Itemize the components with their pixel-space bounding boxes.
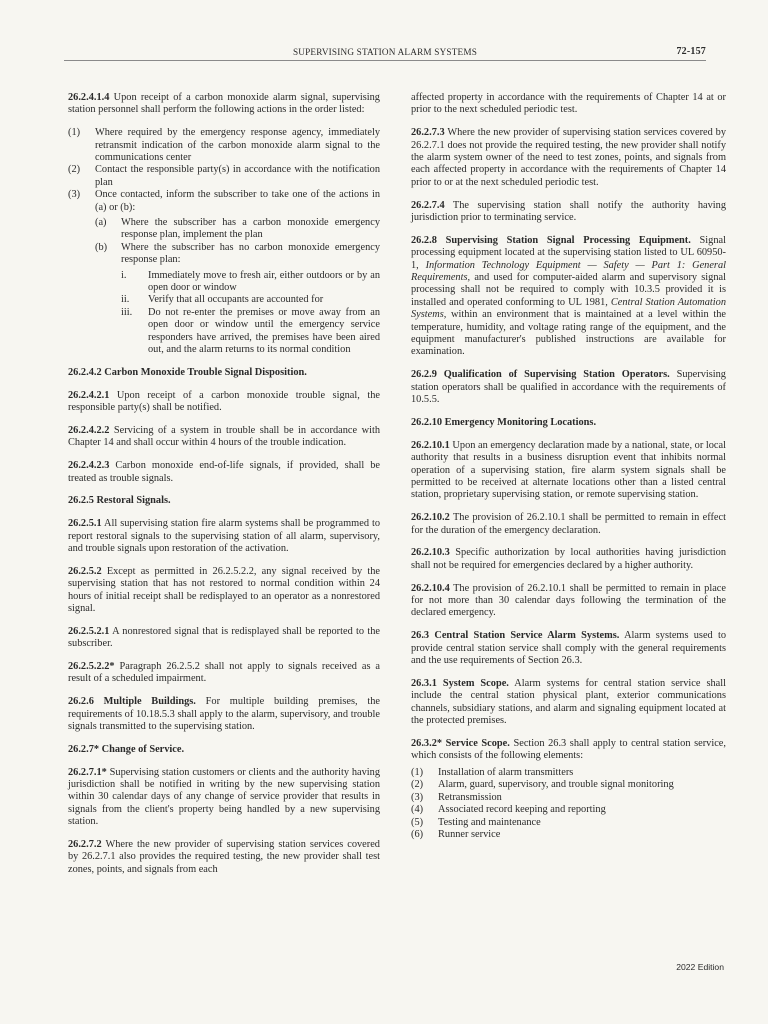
list-item: ii. Verify that all occupants are accounted for xyxy=(121,294,324,306)
paragraph-26-3-2: 26.3.2* Service Scope. Section 26.3 shall apply to central station service, which consists of the following elements: xyxy=(411,737,726,762)
list-item: (1) Installation of alarm transmitters xyxy=(411,766,574,778)
paragraph-continued: affected property in accordance with the requirements of Chapter 14 at or prior to the next scheduled periodic test. xyxy=(411,92,726,116)
section-number: 26.2.4.1.4 xyxy=(68,92,110,103)
heading-26-2-4-2: 26.2.4.2 Carbon Monoxide Trouble Signal Disposition. xyxy=(68,366,307,378)
sub-sub-list xyxy=(121,270,380,357)
paragraph-26-2-10-2: 26.2.10.2 The provision of 26.2.10.1 shall be permitted to remain in effect for the duration of the emergency declaration. xyxy=(411,512,726,536)
paragraph-26-2-5-1: 26.2.5.1 All supervising station fire alarm systems shall be programmed to report restoral signals to the supervising station of all alarm, supervisory, and trouble signals upon restoration of the activation. xyxy=(68,518,380,554)
left-column xyxy=(68,92,380,887)
paragraph-26-2-10-3: 26.2.10.3 Specific authorization by local authorities having jurisdiction shall not be required for emergencies declared by a higher authority. xyxy=(411,547,726,571)
paragraph-text: Upon receipt of a carbon monoxide alarm signal, supervising station personnel shall perform the following actions in the order listed: xyxy=(68,92,380,116)
running-header xyxy=(64,42,706,61)
action-list xyxy=(68,127,380,356)
paragraph-26-3-1: 26.3.1 System Scope. Alarm systems for central station service shall include the central station physical plant, exterior communications channels, subsidiary stations, and alarm and signaling equipment located at the protected premises. xyxy=(411,677,726,726)
paragraph-26-2-8: 26.2.8 Supervising Station Signal Processing Equipment. Signal processing equipment located at the supervising station listed to UL 60950-1, Information Technology Equipment — Safety — Part 1: General Requirements, and used for computer-aided alarm and supervisory signal processing shall not be required to comply with 10.3.5 provided it is installed and operated conforming to UL 1981, Central Station Automation Systems, within an environment that is maintained at a level within the temperature, humidity, and voltage rating range of the equipment, and the equipment manufacturer's published instructions are available for examination. xyxy=(411,234,727,358)
paragraph-26-2-7-4: 26.2.7.4 The supervising station shall notify the authority having jurisdiction prior to terminating service. xyxy=(411,199,726,224)
paragraph-26-2-10-1: 26.2.10.1 Upon an emergency declaration made by a national, state, or local authority that results in a business disruption event that inhibits normal operation of a supervising station, fire alarm system signals shall be permitted to be received at alternate locations other than a listed central station, proprietary supervising station, or remote supervising station. xyxy=(411,439,726,501)
right-column xyxy=(411,92,726,852)
paragraph-26-2-4-2-3: 26.2.4.2.3 Carbon monoxide end-of-life signals, if provided, shall be treated as trouble signals. xyxy=(68,460,381,484)
list-item: (1) Where required by the emergency response agency, immediately retransmit indication of the carbon monoxide alarm signal to the communications center xyxy=(68,127,380,164)
sub-list xyxy=(95,217,380,356)
heading-26-2-7: 26.2.7* Change of Service. xyxy=(68,743,185,755)
list-item: (3) Retransmission xyxy=(411,791,502,803)
list-item: iii. Do not re-enter the premises or move away from an open door or window until the emergency service responders have arrived, the premises have been aired out, and the alarm returns to its normal condition xyxy=(121,306,380,356)
service-elements-list xyxy=(411,767,726,841)
paragraph-26-3: 26.3 Central Station Service Alarm Systems. Alarm systems used to provide central station service shall comply with the general requirements and the use requirements of Section 26.3. xyxy=(411,630,727,666)
paragraph-26-2-9: 26.2.9 Qualification of Supervising Station Operators. Supervising station operators shall be qualified in accordance with the requirements of 10.5.5. xyxy=(411,369,726,406)
list-item: (4) Associated record keeping and reporting xyxy=(411,804,606,816)
paragraph-26-2-5-2: 26.2.5.2 Except as permitted in 26.2.5.2.2, any signal received by the supervising station that has not restored to normal condition within 24 hours of initial receipt shall be redisplayed to an operator as a nonrestored signal. xyxy=(68,565,381,614)
paragraph-26-2-7-2: 26.2.7.2 Where the new provider of supervising station services covered by 26.2.7.1 also provides the required testing, the new provider shall test zones, points, and signals from each xyxy=(68,838,380,875)
paragraph-26-2-4-2-1: 26.2.4.2.1 Upon receipt of a carbon monoxide trouble signal, the responsible party(s) shall be notified. xyxy=(68,389,380,414)
list-item: (b) Where the subscriber has no carbon monoxide emergency response plan: i. Immediately move to fresh air, either outdoors or by an open door or window ii. Verify that all occupants are accounted for iii. Do not re-enter the premises or move away from an open door or window until the emergency service responders have arrived, the premises have been aired out, and the alarm returns to its normal condition xyxy=(95,241,380,356)
list-item: (a) Where the subscriber has a carbon monoxide emergency response plan, implement the plan xyxy=(95,217,380,241)
paragraph-26-2-6: 26.2.6 Multiple Buildings. For multiple building premises, the requirements of 10.18.5.3 shall apply to the alarm, supervisory, and trouble signals transmitted to the supervising station. xyxy=(68,696,380,732)
list-item: (2) Alarm, guard, supervisory, and trouble signal monitoring xyxy=(411,779,674,791)
header-title: SUPERVISING STATION ALARM SYSTEMS xyxy=(292,47,478,57)
paragraph-26-2-10-4: 26.2.10.4 The provision of 26.2.10.1 shall be permitted to remain in place for not more than 30 calendar days following the termination of the declared emergency. xyxy=(411,582,726,619)
list-item: (6) Runner service xyxy=(411,828,501,840)
paragraph-26-2-7-1: 26.2.7.1* Supervising station customers or clients and the authority having jurisdiction shall be notified in writing by the new supervising station within 30 calendar days of any change of service provider that results in signals from the client's property being handled by a new supervising station. xyxy=(68,766,380,828)
paragraph-26-2-4-2-2: 26.2.4.2.2 Servicing of a system in trouble shall be in accordance with Chapter 14 and shall occur within 4 hours of the trouble indication. xyxy=(68,424,380,449)
paragraph-26-2-4-1-4 xyxy=(68,92,380,117)
heading-26-2-5: 26.2.5 Restoral Signals. xyxy=(68,495,171,507)
list-item: (5) Testing and maintenance xyxy=(411,816,541,828)
list-item: i. Immediately move to fresh air, either outdoors or by an open door or window xyxy=(121,269,380,294)
heading-26-2-10: 26.2.10 Emergency Monitoring Locations. xyxy=(411,416,597,428)
list-item: (2) Contact the responsible party(s) in accordance with the notification plan xyxy=(68,164,380,188)
paragraph-26-2-7-3: 26.2.7.3 Where the new provider of supervising station services covered by 26.2.7.1 does not provide the required testing, the new provider shall notify the alarm system owner of the need to test zones, points, and signals from each affected property in accordance with the requirements of Chapter 14 prior to or at the next scheduled periodic test. xyxy=(411,127,727,188)
edition-footer: 2022 Edition xyxy=(676,962,724,972)
list-item: (3) Once contacted, inform the subscriber to take one of the actions in (a) or (b): (a) Where the subscriber has a carbon monoxide emergency response plan, implement the plan (b) Where the subscriber has no carbon monoxide emergency response plan: i. Immediately move to fresh air, either outdoors or by an open door or window ii. Verify that all occupants are accounted for iii. Do not re-enter the premises or move away from an open door or window until the emergency service responders have arrived, the premises have been aired out, and the alarm returns to its normal condition xyxy=(68,189,380,356)
paragraph-26-2-5-2-2: 26.2.5.2.2* Paragraph 26.2.5.2 shall not apply to signals received as a result of a scheduled impairment. xyxy=(68,660,380,685)
page-number: 72-157 xyxy=(676,46,706,57)
paragraph-26-2-5-2-1: 26.2.5.2.1 A nonrestored signal that is redisplayed shall be reported to the subscriber. xyxy=(68,625,381,650)
